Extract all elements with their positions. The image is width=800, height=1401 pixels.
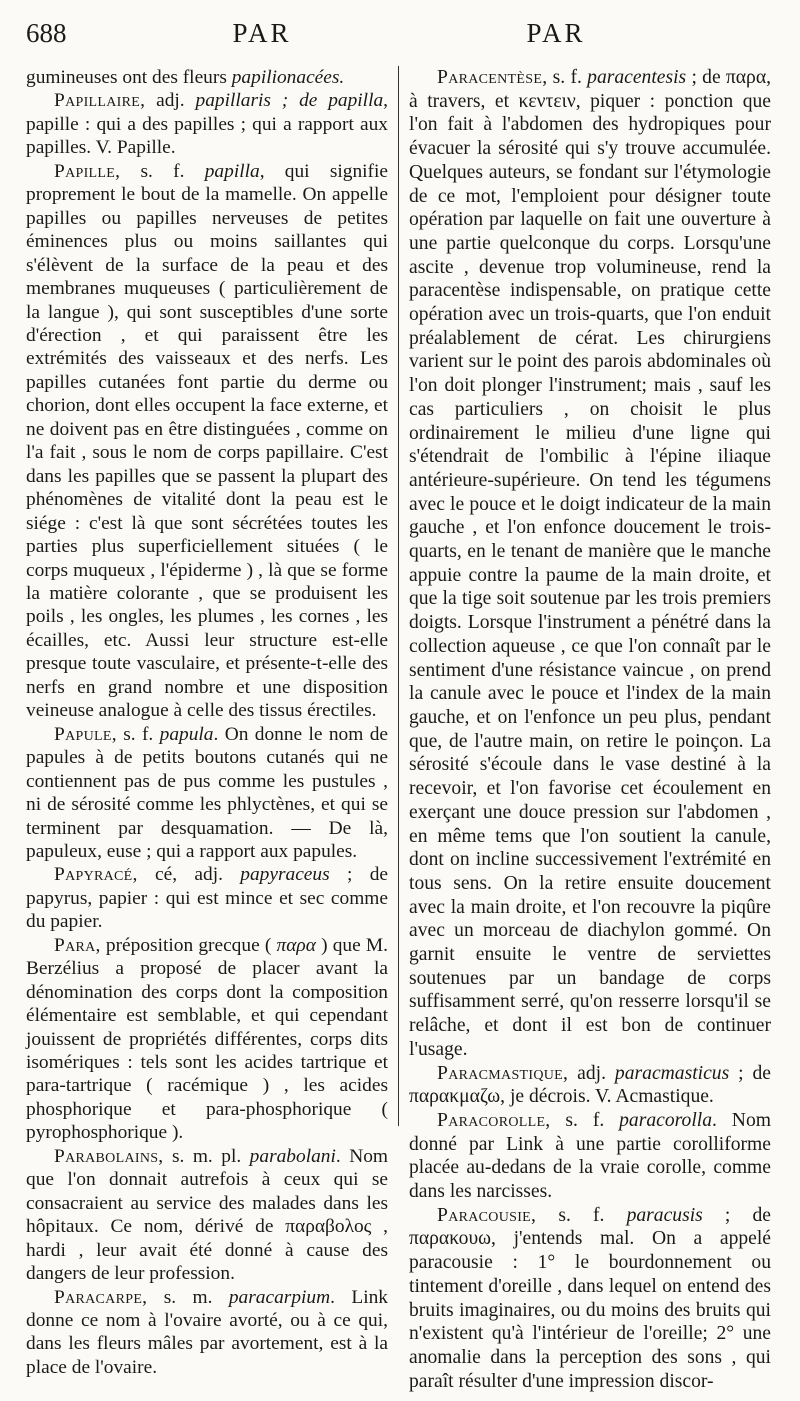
dictionary-entry [26,1145,388,1286]
entry-definition: , papille : qui a des papilles ; qui a rapport aux papilles. V. Papille. [26,90,389,159]
entry-latin-term: parabolani [249,1145,336,1167]
entry-latin-term: papillaris ; de papilla [195,90,384,112]
entry-grammar: s. f. [120,160,205,182]
entry-grammar: adj. [568,1062,615,1084]
entry-definition: . Nom donné par Link à une partie corolliforme placée au-dedans de la vraie corolle, comme dans les narcisses. [409,1109,771,1203]
dictionary-entry [26,863,388,933]
dictionary-entry [409,1204,771,1394]
entry-headword: Papule, [54,723,117,745]
entry-grammar: s. f. [536,1204,627,1226]
entry-latin-term: παρα [276,934,316,956]
entry-definition: ; de παρακουω, j'entends mal. On a appelé paracousie : 1° le bourdonnement ou tintement d'oreille , dans lequel on entend des bruits imaginaires, ou du moins des bruits qui n'existent qu'à l'intérieur de l'oreille; 2° une anomalie dans la perception des sons , qui paraît résulter d'une impression discor- [409,1204,771,1392]
entry-latin-term: paracentesis [587,67,687,88]
entry-definition: . Link donne ce nom à l'ovaire avorté, ou à ce qui, dans les fleurs mâles par avortement, est à la place de l'ovaire. [26,1286,388,1378]
entry-headword: Papillaire, [54,90,146,112]
entry-latin-term: papyraceus [240,864,330,886]
dictionary-entry [409,1062,771,1109]
right-column [399,66,771,1393]
entry-latin-term: papula [159,723,214,745]
entry-headword: Papille, [54,160,121,182]
running-head-left: PAR [232,18,292,48]
entry-latin-term: paracmasticus [614,1062,730,1084]
entry-latin-term: paracusis [626,1204,703,1226]
dictionary-entry [26,1286,388,1380]
entry-latin-term: papilionacées. [231,67,345,88]
entry-grammar: gumineuses ont des fleurs [26,67,232,88]
left-column [26,66,398,1393]
dictionary-entry [26,160,388,723]
entry-grammar: s. f. [547,67,588,88]
entry-headword: Paracarpe, [54,1286,148,1308]
dictionary-entry [409,66,771,1062]
entry-definition: ; de παρακμαζω, je décrois. V. Acmastique. [409,1062,771,1108]
dictionary-entry [26,934,388,1145]
entry-latin-term: papilla [204,160,260,182]
entry-definition: ; de papyrus, papier : qui est mince et sec comme du papier. [26,864,388,933]
entry-headword: Paracorolle, [437,1109,551,1131]
entry-grammar: cé, adj. [137,864,241,886]
page-number: 688 [26,18,67,48]
entry-latin-term: paracorolla [619,1109,713,1131]
entry-grammar: adj. [145,90,196,112]
text-columns [26,66,774,1393]
running-head-right: PAR [526,18,586,48]
entry-grammar: préposition grecque ( [100,934,277,956]
dictionary-entry [26,66,388,89]
entry-grammar: s. m. pl. [163,1145,250,1167]
entry-headword: Paracmastique, [437,1062,569,1084]
dictionary-entry [26,89,388,159]
entry-latin-term: paracarpium [228,1286,331,1308]
entry-headword: Papyracé, [54,864,138,886]
entry-definition: . Nom que l'on donnait autrefois à ceux qui se consacraient au service des malades dans les hôpitaux. Ce nom, dérivé de παραβολος , hardi , leur avait été donné à cause des dangers de leur profession. [26,1145,388,1285]
dictionary-entry [26,723,388,864]
entry-definition: ; de παρα, à travers, et κεντειν, piquer : ponction que l'on fait à l'abdomen des hydropiques pour évacuer la sérosité qui s'y trouve accumulée. Quelques auteurs, se fondant sur l'étymologie de ce mot, l'emploient pour désigner toute opération par laquelle on fait une ouverture à une partie quelconque du corps. Lorsqu'une ascite , devenue trop volumineuse, rend la paracentèse indispensable, on pratique cette opération avec un trois-quarts, que l'on enduit préalablement de cérat. Les chirurgiens varient sur le point des parois abdominales où l'on doit plonger l'instrument; mais , sauf les cas particuliers , on choisit le plus ordinairement le milieu d'une ligne qui s'étendrait de l'ombilic à l'épine iliaque antérieure-supérieure. On tend les tégumens avec le pouce et le doigt indicateur de la main gauche , et l'on enfonce doucement le trois-quarts, en le tenant de manière que le manche appuie contre la paume de la main droite, et que la tige soit soutenue par les trois premiers doigts. Lorsque l'instrument a pénétré dans la collection aqueuse , ce que l'on connaît par le sentiment d'une résistance vaincue , on prend la canule avec le pouce et l'index de la main gauche, et on l'enfonce un peu plus, pendant que, de l'autre main, on retire le poinçon. La sérosité s'écoule dans le vase destiné à la recevoir, et l'on favorise cet écoulement en exerçant une douce pression sur l'abdomen , en même tems que l'on soutient la canule, dont on incline successivement l'extrémité en tous sens. On la retire ensuite doucement avec la main droite, et l'on recouvre la piqûre avec un morceau de diachylon gommé. On garnit ensuite le ventre de serviettes soutenues par un bandage de corps suffisamment serré, qu'on resserre lorsqu'il se relâche, et dont il est bon de continuer l'usage. [409,67,771,1060]
entry-definition: ) que M. Berzélius a proposé de placer avant la dénomination des corps dont la composition élémentaire est semblable, et qui cependant jouissent de propriétés différentes, corps dits isomériques : tels sont les acides tartrique et para-tartrique ( racémique ) , les acides phosphorique et para-phosphorique ( pyrophosphorique ). [26,934,388,1144]
dictionary-entry [409,1109,771,1204]
entry-definition: . On donne le nom de papules à de petits boutons cutanés qui ne contiennent pas de pus comme les pustules , ni de sérosité comme les phlyctènes, et qui se terminent par desquamation. — De là, papuleux, euse ; qui a rapport aux papules. [26,723,388,862]
page-header [26,18,774,66]
entry-headword: Paracentèse, [437,67,548,88]
entry-grammar: s. f. [116,723,160,745]
entry-headword: Para, [54,934,101,956]
entry-grammar: s. f. [550,1109,620,1131]
entry-headword: Paracousie, [437,1204,537,1226]
entry-headword: Parabolains, [54,1145,164,1167]
entry-definition: , qui signifie proprement le bout de la mamelle. On appelle papilles ou papilles nerveuses de petites éminences plus ou moins saillantes qui s'élèvent de la surface de la peau et des membranes muqueuses ( particulièrement de la langue ), qui sont susceptibles d'une sorte d'érection , et qui paraissent être les extrémités des vaisseaux et des nerfs. Les papilles cutanées font partie du derme ou chorion, dont elles occupent la face externe, et ne doivent pas en être distinguées , comme on l'a fait , sous le nom de corps papillaire. C'est dans les papilles que se passent la plupart des phénomènes de vitalité dont la peau est le siége : c'est là que sont sécrétées toutes les parties plus superficiellement situées ( le corps muqueux , l'épiderme ) , là que se forme la matière colorante , que se produisent les poils , les ongles, les plumes , les cornes , les écailles, etc. Aussi leur structure est-elle presque toute vasculaire, et présente-t-elle des nerfs en grand nombre et une disposition veineuse analogue à celle des tissus érectiles. [26,160,388,722]
entry-grammar: s. m. [147,1286,229,1308]
